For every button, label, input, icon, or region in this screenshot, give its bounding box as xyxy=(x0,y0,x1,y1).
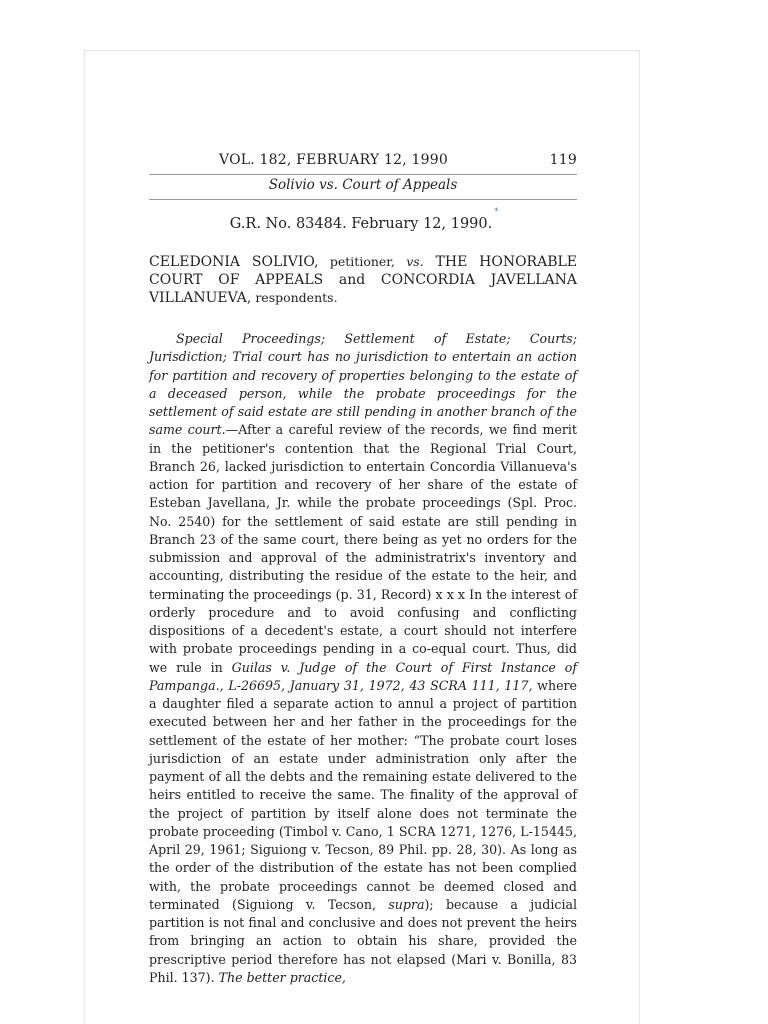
syllabus-tail: The better practice, xyxy=(218,969,346,985)
syllabus-citation: Guilas v. Judge of the Court of First Instance of Pampanga., L-26695, January 31, 1972, 43 SCRA 111, 117, xyxy=(149,659,577,693)
syllabus-supra: supra xyxy=(388,896,425,912)
syllabus-text-3: ); because a judicial partition is not final and conclusive and does not prevent the heirs from bringing an action to obtain his share, provided the prescriptive period therefore has not elapsed (Mari v. Bonilla, 83 Phil. 137). xyxy=(149,896,578,985)
volume-line: VOL. 182, FEBRUARY 12, 1990 xyxy=(219,152,448,168)
page-number: 119 xyxy=(549,152,577,168)
syllabus-text-1: —After a careful review of the records, we find merit in the petitioner's contention that the Regional Trial Court, Branch 26, lacked jurisdiction to entertain Concordia Villanueva's action for partition and recovery of her share of the estate of Esteban Javellana, Jr. while the probate proceedings (Spl. Proc. No. 2540) for the settlement of said estate are still pending in Branch 23 of the same court, there being as yet no orders for the submission and approval of the administratrix's inventory and accounting, distributing the residue of the estate to the heir, and terminating the proceedings (p. 31, Record) x x x In the interest of orderly procedure and to avoid confusing and conflicting dispositions of a decedent's estate, a court should not interfere with probate proceedings pending in a co-equal court. Thus, did we rule in xyxy=(149,422,577,675)
syllabus-headnote: Special Proceedings; Settlement of Estate; Courts; Jurisdiction; Trial court has no jurisdiction to entertain an action for partition and recovery of properties belonging to the estate of a deceased person, while the probate proceedings for the settlement of said estate are still pending in another branch of the same court. xyxy=(149,331,577,438)
respondents-role: respondents. xyxy=(251,290,338,305)
petitioner-name: CELEDONIA SOLIVIO, xyxy=(149,254,319,270)
syllabus-text-2: where a daughter filed a separate action to annul a project of partition executed between her and her father in the proceedings for the settlement of the estate of her mother: “The probate court loses jurisdiction of an estate under administration only after the payment of all the debts and the remaining estate delivered to the heirs entitled to receive the same. The finality of the approval of the project of partition by itself alone does not terminate the probate proceeding (Timbol v. Cano, 1 SCRA 1271, 1276, L-15445, April 29, 1961; Siguiong v. Tecson, 89 Phil. pp. 28, 30). As long as the order of the distribution of the estate has not been complied with, the probate proceedings cannot be deemed closed and terminated (Siguiong v. Tecson, xyxy=(149,677,577,912)
footnote-link[interactable]: * xyxy=(494,207,499,216)
respondents-name: THE HONORABLE COURT OF APPEALS and CONCORDIA JAVELLANA VILLANUEVA, xyxy=(149,254,578,306)
petitioner-role: petitioner, xyxy=(318,254,407,269)
gr-number xyxy=(149,207,577,232)
versus-label: vs. xyxy=(406,254,424,269)
case-parties xyxy=(149,253,577,307)
gr-number-text: G.R. No. 83484. February 12, 1990. xyxy=(229,216,493,232)
syllabus-paragraph xyxy=(149,330,577,987)
page-content xyxy=(149,152,577,987)
case-short-title: Solivio vs. Court of Appeals xyxy=(268,177,458,193)
running-header xyxy=(149,152,577,174)
header-rule-bottom xyxy=(149,199,577,200)
